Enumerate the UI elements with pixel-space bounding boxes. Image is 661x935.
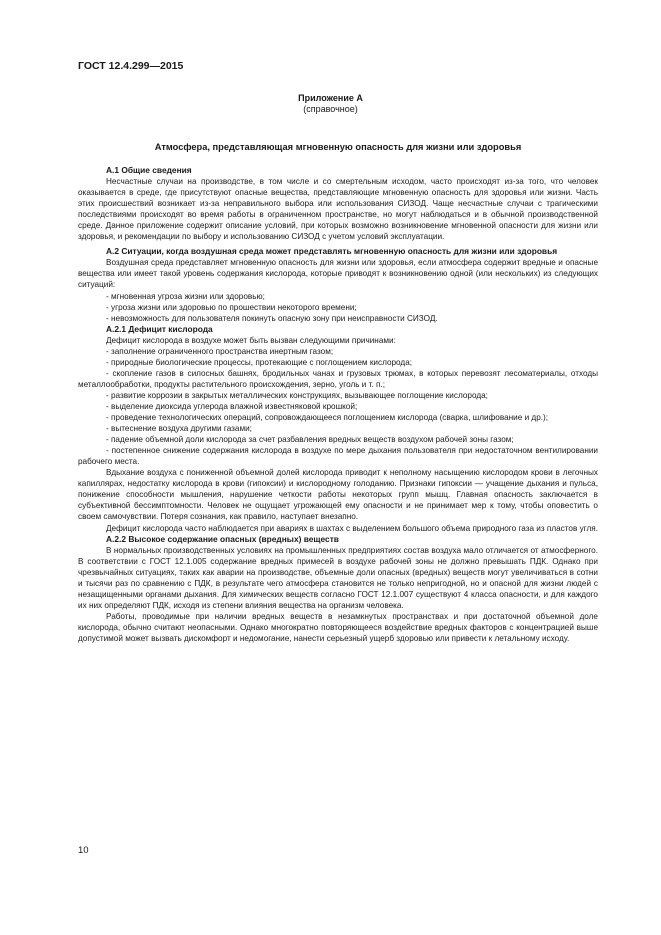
list-item: - падение объемной доли кислорода за счет разбавления вредных веществ воздухом рабочей зоны газом; bbox=[106, 435, 514, 445]
section-a21-intro: Дефицит кислорода в воздухе может быть вызван следующими причинами: bbox=[106, 335, 396, 345]
section-a22-paragraph: В нормальных производственных условиях на промышленных предприятиях состав воздуха мало отличается от атмосферного. В соответствии с ГОСТ 12.1.005 содержание вредных примесей в воздухе рабочей зоны не должно превышать ПДК. Однако при чрезвычайных ситуациях, таких как аварии на производстве, объемные доли опасных (вредных) веществ могут увеличиваться в сотни и тысячи раз по сравнению с ПДК, в результате чего атмосфера становится не только непригодной, но и опасной для жизни людей с незащищенными органами дыхания. Для химических веществ согласно ГОСТ 12.1.007 существуют 4 класса опасности, и для каждого их них определяют ПДК, исходя из степени влияния вещества на организм человека. bbox=[78, 545, 598, 610]
list-item: - невозможность для пользователя покинуть опасную зону при неисправности СИЗОД. bbox=[106, 313, 438, 323]
list-item: - заполнение ограниченного пространства инертным газом; bbox=[106, 346, 334, 356]
section-a22-heading: А.2.2 Высокое содержание опасных (вредных) веществ bbox=[106, 533, 339, 544]
list-item: - мгновенная угроза жизни или здоровью; bbox=[106, 291, 265, 301]
section-a21-paragraph: Вдыхание воздуха с пониженной объемной долей кислорода приводит к неполному насыщению кислородом крови в легочных капиллярах, недостатку кислорода в крови (гипоксии) и кислородному голоданию. Признаки гипоксии — учащение дыхания и пульса, понижение способности мышления, нарушение четкости работы некоторых групп мышц. Главная опасность заключается в субъективной бессимптомности. Человек не ощущает угрожающей ему опасности и не принимает мер к тому, чтобы оповестить о своем самочувствии. Потеря сознания, как правило, наступает внезапно. bbox=[78, 468, 598, 522]
section-a22-paragraph: Работы, проводимые при наличии вредных веществ в незамкнутых пространствах и при достаточной объемной доле кислорода, обычно считают неопасными. Однако многократно повторяющееся воздействие вредных факторов с концентрацией выше допустимой может вызвать дискомфорт и недомогание, нанести серьезный ущерб здоровью или привести к летальному исходу. bbox=[78, 611, 598, 643]
section-a1-heading: А.1 Общие сведения bbox=[106, 165, 192, 175]
list-item: - развитие коррозии в закрытых металлических конструкциях, вызывающее поглощение кислорода; bbox=[106, 390, 488, 400]
document-body bbox=[78, 165, 598, 644]
annex-title: Приложение А bbox=[298, 93, 363, 103]
section-a21-paragraph: Дефицит кислорода часто наблюдается при авариях в шахтах с выделением большого объема природного газа из пластов угля. bbox=[106, 523, 598, 533]
list-item: - природные биологические процессы, протекающие с поглощением кислорода; bbox=[106, 357, 413, 367]
list-item: - проведение технологических операций, сопровождающееся поглощением кислорода (сварка, шлифование и др.); bbox=[106, 413, 549, 423]
standard-header: ГОСТ 12.4.299—2015 bbox=[78, 60, 184, 72]
annex-subtitle: (справочное) bbox=[303, 104, 358, 114]
page-number: 10 bbox=[78, 845, 89, 856]
list-item: - вытеснение воздуха другими газами; bbox=[106, 424, 252, 434]
list-item: - скопление газов в силосных башнях, бродильных чанах и грузовых трюмах, в которых перевозят лесоматериалы, отходы металлообработки, продукты растительного происхождения, зерно, уголь и т. п.; bbox=[78, 368, 598, 389]
list-item: - выделение диоксида углерода влажной известняковой крошкой; bbox=[106, 401, 358, 411]
section-a2-heading: А.2 Ситуации, когда воздушная среда может представлять мгновенную опасность для жизни или здоровья bbox=[106, 246, 558, 257]
main-title: Атмосфера, представляющая мгновенную опасность для жизни или здоровья bbox=[154, 142, 522, 152]
list-item: - угроза жизни или здоровью по прошествии некоторого времени; bbox=[106, 302, 357, 312]
section-a2-paragraph: Воздушная среда представляет мгновенную опасность для жизни или здоровья, если атмосфера содержит вредные и опасные вещества или имеет такой уровень содержания кислорода, которые приводят к возникновению одной (или нескольких) из следующих ситуаций: bbox=[78, 258, 598, 290]
section-a21-heading: А.2.1 Дефицит кислорода bbox=[106, 323, 213, 334]
section-a1-paragraph: Несчастные случаи на производстве, в том числе и со смертельным исходом, часто происходят из-за того, что человек оказывается в среде, где присутствуют опасные вещества, представляющие мгновенную опасность для здоровья или жизни. Часть этих происшествий возникает из-за неправильного выбора или использования СИЗОД. Чаще несчастные случаи с трагическими последствиями происходят во время работы в ограниченном пространстве, но могут наблюдаться и в обычной производственной среде. Данное приложение содержит описание условий, при которых возможно возникновение мгновенной опасности для жизни или здоровья, и рекомендации по выбору и использованию СИЗОД с учетом условий эксплуатации. bbox=[78, 177, 598, 242]
list-item: - постепенное снижение содержания кислорода в воздухе по мере дыхания пользователя при недостаточном вентилировании рабочего места. bbox=[78, 446, 598, 467]
